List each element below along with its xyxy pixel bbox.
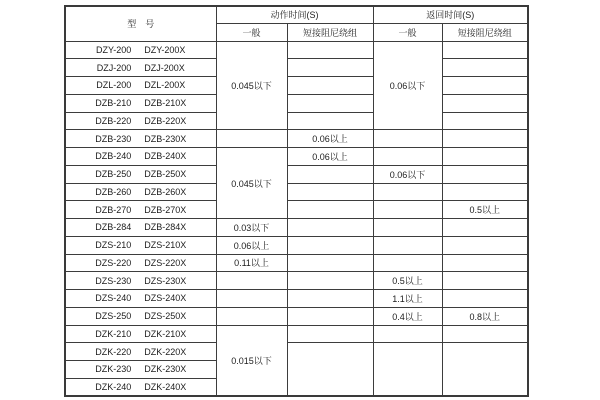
return-damping-cell: [442, 130, 528, 148]
model-name: DZB-284: [95, 222, 132, 233]
return-general-cell: [373, 254, 442, 272]
model-pair: [66, 80, 216, 90]
model-name: DZK-230X: [144, 364, 187, 375]
return-general-cell: [373, 343, 442, 396]
model-name: DZB-250X: [144, 169, 187, 180]
return-damping-cell: 0.8以上: [442, 307, 528, 325]
return-general-cell: 1.1以上: [373, 290, 442, 308]
model-cell: [65, 219, 216, 237]
model-name: DZB-270: [95, 204, 132, 215]
model-pair: [66, 222, 216, 232]
return-damping-cell: [442, 325, 528, 343]
return-damping-cell: [442, 272, 528, 290]
action-damping-cell: [287, 236, 373, 254]
table-row: [65, 94, 528, 112]
model-cell: [65, 165, 216, 183]
model-name: DZY-200: [96, 44, 132, 55]
return-general-cell: [373, 219, 442, 237]
action-damping-cell: [287, 94, 373, 112]
table-row: [65, 77, 528, 95]
model-name: DZK-240X: [144, 381, 187, 392]
table-row: [65, 130, 528, 148]
return-damping-cell: [442, 77, 528, 95]
action-damping-cell: [287, 41, 373, 59]
model-name: DZL-200: [96, 80, 132, 91]
model-name: DZB-270X: [144, 204, 187, 215]
model-name: DZS-210: [95, 240, 132, 251]
relay-spec-table: [64, 5, 529, 397]
table-row: [65, 165, 528, 183]
table-row: [65, 343, 528, 361]
table-row: [65, 236, 528, 254]
model-pair: [66, 293, 216, 303]
model-cell: [65, 236, 216, 254]
model-cell: [65, 272, 216, 290]
model-name: DZK-210X: [144, 328, 187, 339]
model-cell: [65, 94, 216, 112]
action-damping-cell: [287, 343, 373, 396]
return-general-cell: [373, 325, 442, 343]
model-cell: [65, 148, 216, 166]
table-row: [65, 148, 528, 166]
model-name: DZJ-200: [96, 62, 132, 73]
model-pair: [66, 205, 216, 215]
model-name: DZK-230: [95, 364, 132, 375]
table-row: [65, 290, 528, 308]
model-name: DZK-240: [95, 381, 132, 392]
action-general-cell: 0.03以下: [216, 219, 287, 237]
table-row: [65, 41, 528, 59]
model-cell: [65, 361, 216, 379]
model-name: DZK-220: [95, 346, 132, 357]
model-cell: [65, 77, 216, 95]
action-damping-cell: [287, 59, 373, 77]
model-cell: [65, 325, 216, 343]
table-row: [65, 325, 528, 343]
model-name: DZS-210X: [144, 240, 187, 251]
header-row-1: [65, 6, 528, 23]
action-damping-cell: [287, 112, 373, 130]
action-damping-cell: 0.06以上: [287, 148, 373, 166]
return-damping-cell: 0.5以上: [442, 201, 528, 219]
return-general-cell: 0.06以下: [373, 165, 442, 183]
model-name: DZS-230X: [144, 275, 187, 286]
model-name: DZB-210: [95, 98, 132, 109]
model-name: DZJ-200X: [144, 62, 185, 73]
table-row: [65, 201, 528, 219]
action-general-cell: 0.11以上: [216, 254, 287, 272]
table-row: [65, 183, 528, 201]
action-general-cell: [216, 290, 287, 308]
return-damping-cell: [442, 41, 528, 59]
return-general-cell: [373, 183, 442, 201]
model-name: DZB-240: [95, 151, 132, 162]
model-name: DZB-210X: [144, 98, 187, 109]
model-name: DZB-284X: [144, 222, 187, 233]
return-general-cell: [373, 201, 442, 219]
model-pair: [66, 382, 216, 392]
model-name: DZB-220: [95, 115, 132, 126]
model-cell: [65, 41, 216, 59]
model-name: DZB-260X: [144, 186, 187, 197]
model-pair: [66, 329, 216, 339]
return-damping-cell: [442, 343, 528, 396]
model-cell: [65, 201, 216, 219]
table-row: [65, 272, 528, 290]
model-name: DZS-230: [95, 275, 132, 286]
model-name: DZB-230X: [144, 133, 187, 144]
action-damping-cell: [287, 307, 373, 325]
model-pair: [66, 151, 216, 161]
model-cell: [65, 290, 216, 308]
action-damping-cell: [287, 325, 373, 343]
header-action-general: 一般: [216, 23, 287, 41]
return-damping-cell: [442, 148, 528, 166]
action-general-cell: 0.015以下: [216, 325, 287, 396]
header-return-damping: 短接阻尼绕组: [442, 23, 528, 41]
model-name: DZS-250: [95, 311, 132, 322]
action-damping-cell: [287, 290, 373, 308]
action-damping-cell: 0.06以上: [287, 130, 373, 148]
model-cell: [65, 130, 216, 148]
return-damping-cell: [442, 290, 528, 308]
return-damping-cell: [442, 59, 528, 77]
model-pair: [66, 364, 216, 374]
model-pair: [66, 240, 216, 250]
model-cell: [65, 112, 216, 130]
action-damping-cell: [287, 201, 373, 219]
model-pair: [66, 45, 216, 55]
model-name: DZS-240X: [144, 293, 187, 304]
model-cell: [65, 183, 216, 201]
model-name: DZY-200X: [144, 44, 186, 55]
return-general-cell: 0.4以上: [373, 307, 442, 325]
model-name: DZS-220: [95, 257, 132, 268]
table-row: [65, 219, 528, 237]
model-pair: [66, 347, 216, 357]
return-damping-cell: [442, 219, 528, 237]
return-damping-cell: [442, 254, 528, 272]
header-action-damping: 短接阻尼绕组: [287, 23, 373, 41]
action-damping-cell: [287, 272, 373, 290]
action-damping-cell: [287, 165, 373, 183]
model-name: DZL-200X: [144, 80, 186, 91]
return-damping-cell: [442, 112, 528, 130]
header-action-time: 动作时间(S): [216, 6, 373, 23]
return-general-cell: [373, 148, 442, 166]
model-name: DZK-220X: [144, 346, 187, 357]
model-pair: [66, 169, 216, 179]
return-damping-cell: [442, 165, 528, 183]
return-general-cell: [373, 130, 442, 148]
model-pair: [66, 311, 216, 321]
header-return-time: 返回时间(S): [373, 6, 528, 23]
action-damping-cell: [287, 77, 373, 95]
return-damping-cell: [442, 236, 528, 254]
model-pair: [66, 116, 216, 126]
model-name: DZS-240: [95, 293, 132, 304]
action-damping-cell: [287, 254, 373, 272]
action-general-cell: 0.045以下: [216, 148, 287, 219]
model-cell: [65, 59, 216, 77]
model-pair: [66, 98, 216, 108]
return-general-cell: 0.5以上: [373, 272, 442, 290]
action-general-cell: [216, 130, 287, 148]
model-cell: [65, 307, 216, 325]
action-damping-cell: [287, 219, 373, 237]
table-row: [65, 254, 528, 272]
model-cell: [65, 378, 216, 396]
model-pair: [66, 134, 216, 144]
model-pair: [66, 63, 216, 73]
table-row: [65, 112, 528, 130]
return-general-cell: [373, 236, 442, 254]
model-name: DZK-210: [95, 328, 132, 339]
action-general-cell: [216, 272, 287, 290]
model-name: DZS-250X: [144, 311, 187, 322]
action-general-cell: [216, 307, 287, 325]
model-name: DZB-260: [95, 186, 132, 197]
header-return-general: 一般: [373, 23, 442, 41]
action-general-cell: 0.06以上: [216, 236, 287, 254]
model-name: DZB-250: [95, 169, 132, 180]
model-pair: [66, 187, 216, 197]
header-model: 型 号: [65, 6, 216, 41]
model-cell: [65, 254, 216, 272]
action-general-cell: 0.045以下: [216, 41, 287, 130]
return-damping-cell: [442, 183, 528, 201]
action-damping-cell: [287, 183, 373, 201]
table-row: [65, 59, 528, 77]
return-general-cell: 0.06以下: [373, 41, 442, 130]
return-damping-cell: [442, 94, 528, 112]
model-name: DZB-220X: [144, 115, 187, 126]
table-row: [65, 307, 528, 325]
model-name: DZS-220X: [144, 257, 187, 268]
model-name: DZB-240X: [144, 151, 187, 162]
model-name: DZB-230: [95, 133, 132, 144]
model-pair: [66, 258, 216, 268]
model-pair: [66, 276, 216, 286]
model-cell: [65, 343, 216, 361]
